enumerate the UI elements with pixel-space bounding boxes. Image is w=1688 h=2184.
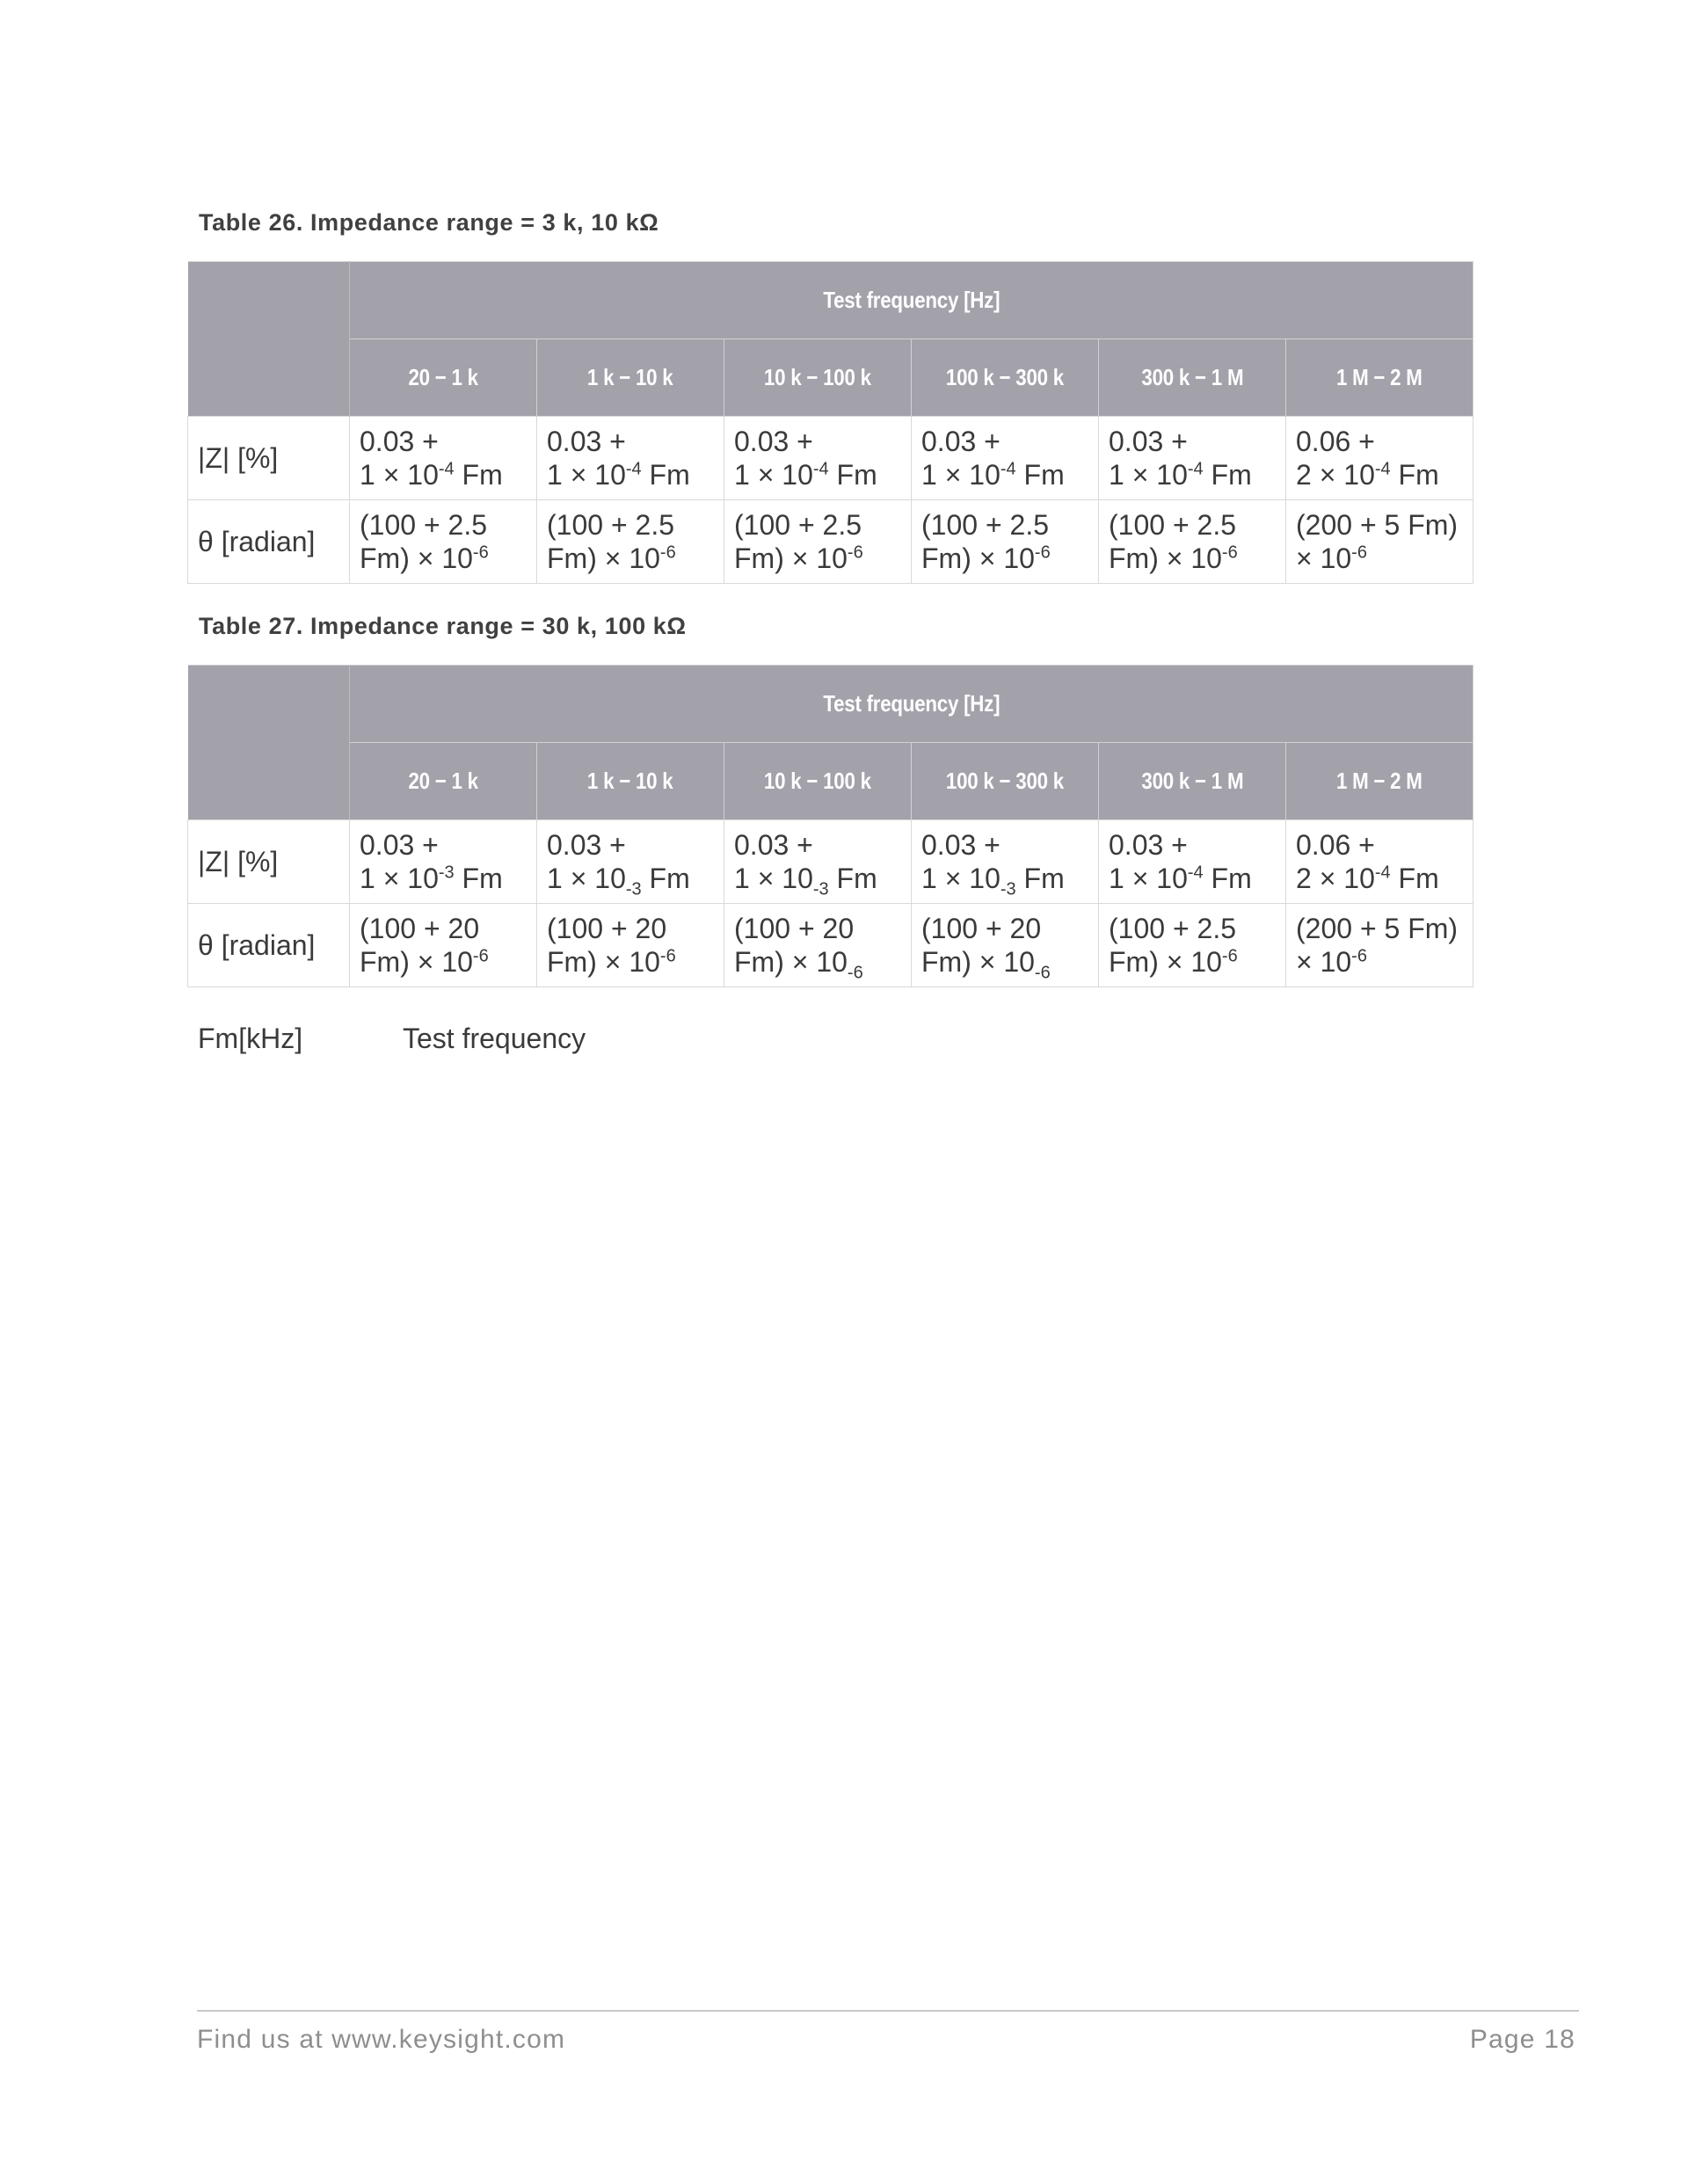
table-row xyxy=(188,417,1473,500)
cell-unit: Fm xyxy=(1390,459,1439,491)
column-header: 1 M − 2 M xyxy=(1286,743,1473,820)
cell-exponent: -6 xyxy=(1034,963,1051,983)
cell-line-1: (100 + 2.5 xyxy=(921,509,1049,541)
column-header: 20 − 1 k xyxy=(350,339,537,417)
cell-exponent: -4 xyxy=(1000,459,1016,479)
cell-line-2: 1 × 10 xyxy=(921,863,1000,894)
cell-unit: Fm xyxy=(454,459,503,491)
legend-definition: Test frequency xyxy=(403,1023,586,1054)
cell-line-2: 1 × 10 xyxy=(360,459,439,491)
table-cell xyxy=(537,500,724,584)
cell-line-2: 2 × 10 xyxy=(1296,459,1375,491)
column-header: 100 k − 300 k xyxy=(912,743,1099,820)
table-row xyxy=(188,500,1473,584)
table-cell xyxy=(724,417,912,500)
table-cell xyxy=(912,904,1099,987)
table-cell xyxy=(912,820,1099,904)
cell-line-1: 0.03 + xyxy=(734,829,813,861)
table-cell xyxy=(350,417,537,500)
cell-line-1: (100 + 20 xyxy=(547,913,667,944)
cell-line-2: 1 × 10 xyxy=(1109,863,1188,894)
cell-line-1: (200 + 5 Fm) xyxy=(1296,913,1459,944)
cell-unit: Fm xyxy=(1203,459,1252,491)
cell-exponent: -6 xyxy=(472,542,489,563)
cell-line-1: 0.03 + xyxy=(734,426,813,457)
column-header: 1 k − 10 k xyxy=(537,743,724,820)
group-header: Test frequency [Hz] xyxy=(350,666,1473,743)
cell-line-2: Fm) × 10 xyxy=(734,946,848,978)
cell-exponent: -6 xyxy=(1351,542,1367,563)
cell-line-2: Fm) × 10 xyxy=(547,946,660,978)
cell-exponent: -4 xyxy=(1374,459,1391,479)
table-cell xyxy=(1286,500,1473,584)
cell-line-2: 1 × 10 xyxy=(547,459,626,491)
table-cell xyxy=(1099,500,1286,584)
cell-exponent: -6 xyxy=(847,542,863,563)
table-cell xyxy=(1099,417,1286,500)
table-cell xyxy=(912,500,1099,584)
table-row xyxy=(188,820,1473,904)
cell-exponent: -6 xyxy=(1221,946,1238,966)
column-header: 10 k − 100 k xyxy=(724,339,912,417)
table-cell xyxy=(1099,820,1286,904)
cell-line-2: Fm) × 10 xyxy=(360,946,473,978)
cell-unit: Fm xyxy=(1203,863,1252,894)
row-label: θ [radian] xyxy=(188,904,350,987)
column-header: 300 k − 1 M xyxy=(1099,339,1286,417)
cell-line-1: 0.03 + xyxy=(921,829,1000,861)
cell-line-1: (200 + 5 Fm) xyxy=(1296,509,1459,541)
table-cell xyxy=(537,904,724,987)
cell-line-2: 1 × 10 xyxy=(734,863,813,894)
cell-unit: Fm xyxy=(454,863,503,894)
cell-exponent: -6 xyxy=(472,946,489,966)
cell-exponent: -4 xyxy=(438,459,455,479)
column-header: 1 M − 2 M xyxy=(1286,339,1473,417)
table-cell xyxy=(724,500,912,584)
cell-line-2: Fm) × 10 xyxy=(360,542,473,574)
cell-line-1: (100 + 2.5 xyxy=(547,509,674,541)
column-header: 100 k − 300 k xyxy=(912,339,1099,417)
table-cell xyxy=(350,904,537,987)
cell-line-2: 1 × 10 xyxy=(734,459,813,491)
cell-exponent: -4 xyxy=(1187,863,1204,883)
cell-exponent: -6 xyxy=(659,542,676,563)
table-27-caption: Table 27. Impedance range = 30 k, 100 kΩ xyxy=(199,613,687,639)
legend-term: Fm[kHz] xyxy=(198,1023,303,1054)
table-cell xyxy=(1286,904,1473,987)
cell-line-2: Fm) × 10 xyxy=(921,946,1035,978)
cell-line-2: 1 × 10 xyxy=(1109,459,1188,491)
table-cell xyxy=(537,417,724,500)
column-header: 1 k − 10 k xyxy=(537,339,724,417)
cell-line-1: 0.03 + xyxy=(547,426,626,457)
row-label: |Z| [%] xyxy=(188,820,350,904)
cell-unit: Fm xyxy=(1015,863,1065,894)
cell-exponent: -6 xyxy=(1351,946,1367,966)
footer-divider xyxy=(197,2010,1579,2012)
cell-line-2: × 10 xyxy=(1296,946,1352,978)
column-header: 20 − 1 k xyxy=(350,743,537,820)
table-cell xyxy=(1286,417,1473,500)
cell-line-1: 0.03 + xyxy=(1109,426,1188,457)
cell-unit: Fm xyxy=(641,863,690,894)
cell-line-1: 0.03 + xyxy=(921,426,1000,457)
cell-line-2: Fm) × 10 xyxy=(1109,542,1222,574)
table-cell xyxy=(350,820,537,904)
cell-exponent: -6 xyxy=(1221,542,1238,563)
cell-line-1: (100 + 20 xyxy=(921,913,1042,944)
cell-line-2: Fm) × 10 xyxy=(734,542,848,574)
cell-exponent: -6 xyxy=(659,946,676,966)
table-cell xyxy=(537,820,724,904)
cell-exponent: -3 xyxy=(625,879,642,899)
header-corner xyxy=(188,262,350,417)
cell-line-2: Fm) × 10 xyxy=(1109,946,1222,978)
table-cell xyxy=(912,417,1099,500)
cell-unit: Fm xyxy=(1390,863,1439,894)
table-cell xyxy=(350,500,537,584)
column-header: 10 k − 100 k xyxy=(724,743,912,820)
table-cell xyxy=(1099,904,1286,987)
cell-line-2: Fm) × 10 xyxy=(921,542,1035,574)
cell-line-2: 1 × 10 xyxy=(547,863,626,894)
cell-exponent: -6 xyxy=(847,963,863,983)
table-cell xyxy=(724,820,912,904)
cell-exponent: -4 xyxy=(1374,863,1391,883)
cell-line-1: (100 + 2.5 xyxy=(734,509,862,541)
cell-unit: Fm xyxy=(1015,459,1065,491)
cell-line-1: (100 + 20 xyxy=(734,913,855,944)
cell-unit: Fm xyxy=(828,863,877,894)
cell-exponent: -4 xyxy=(625,459,642,479)
cell-exponent: -3 xyxy=(1000,879,1016,899)
cell-unit: Fm xyxy=(828,459,877,491)
cell-line-2: 2 × 10 xyxy=(1296,863,1375,894)
cell-line-1: (100 + 20 xyxy=(360,913,480,944)
table-26-caption: Table 26. Impedance range = 3 k, 10 kΩ xyxy=(199,209,659,236)
cell-line-1: 0.03 + xyxy=(360,829,439,861)
cell-line-1: (100 + 2.5 xyxy=(1109,913,1236,944)
cell-line-2: 1 × 10 xyxy=(921,459,1000,491)
cell-line-1: 0.03 + xyxy=(547,829,626,861)
footer-page-number: Page 18 xyxy=(1469,2025,1575,2054)
cell-line-1: 0.03 + xyxy=(1109,829,1188,861)
cell-line-1: (100 + 2.5 xyxy=(1109,509,1236,541)
column-header: 300 k − 1 M xyxy=(1099,743,1286,820)
table-26 xyxy=(187,261,1473,584)
group-header: Test frequency [Hz] xyxy=(350,262,1473,339)
cell-exponent: -3 xyxy=(812,879,829,899)
cell-line-1: 0.06 + xyxy=(1296,829,1375,861)
cell-exponent: -3 xyxy=(438,863,455,883)
cell-line-1: 0.03 + xyxy=(360,426,439,457)
table-27 xyxy=(187,665,1473,987)
cell-unit: Fm xyxy=(641,459,690,491)
cell-line-2: × 10 xyxy=(1296,542,1352,574)
footer-website: Find us at www.keysight.com xyxy=(197,2025,566,2054)
row-label: θ [radian] xyxy=(188,500,350,584)
table-cell xyxy=(1286,820,1473,904)
table-row xyxy=(188,904,1473,987)
cell-line-1: 0.06 + xyxy=(1296,426,1375,457)
cell-exponent: -4 xyxy=(812,459,829,479)
table-cell xyxy=(724,904,912,987)
cell-line-1: (100 + 2.5 xyxy=(360,509,487,541)
cell-line-2: 1 × 10 xyxy=(360,863,439,894)
cell-line-2: Fm) × 10 xyxy=(547,542,660,574)
cell-exponent: -6 xyxy=(1034,542,1051,563)
header-corner xyxy=(188,666,350,820)
row-label: |Z| [%] xyxy=(188,417,350,500)
cell-exponent: -4 xyxy=(1187,459,1204,479)
